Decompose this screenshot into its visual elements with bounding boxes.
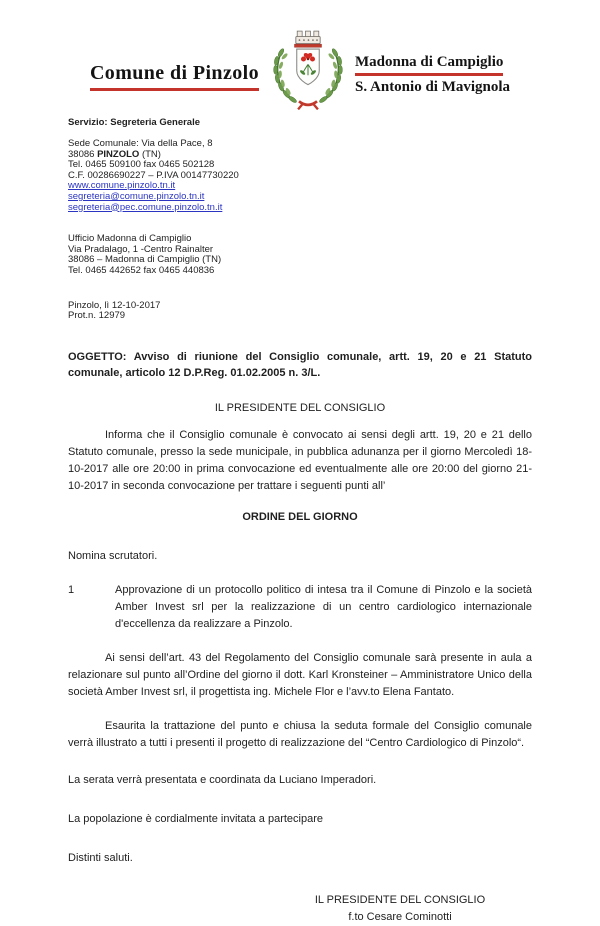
laurel-branch-left: [274, 48, 298, 104]
protocol-number: Prot.n. 12979: [68, 310, 126, 322]
closing-line: Distinti saluti.: [68, 851, 133, 864]
pec-email-link[interactable]: segreteria@pec.comune.pinzolo.tn.it: [68, 201, 223, 213]
seat-phone: Tel. 0465 509100 fax 0465 502128: [68, 159, 215, 171]
letter-content: [0, 117, 600, 926]
locality-primary: Madonna di Campiglio: [355, 54, 503, 76]
seat-zip: 38086: [68, 148, 95, 160]
service-label: Servizio: Segreteria Generale: [68, 117, 201, 128]
invitation-line: La popolazione è cordialmente invitata a partecipare: [68, 812, 323, 825]
coat-of-arms-icon: [263, 22, 353, 114]
localities-block: [355, 54, 510, 96]
agenda-item-1: [68, 582, 532, 633]
scrutineers-line: Nomina scrutatori.: [68, 549, 158, 562]
seat-fiscal-codes: C.F. 00286690227 – P.IVA 00147730220: [68, 169, 239, 181]
signature-title: IL PRESIDENTE DEL CONSIGLIO: [314, 893, 486, 906]
laurel-branch-right: [318, 48, 342, 104]
evening-host-line: La serata verrà presentata e coordinata da Luciano Imperadori.: [68, 773, 377, 786]
date-protocol-block: [68, 301, 532, 322]
shield: [297, 49, 320, 85]
document-page: [0, 22, 600, 923]
office-name: Ufficio Madonna di Campiglio: [68, 233, 192, 245]
agenda-item-text: Approvazione di un protocollo politico di intesa tra il Comune di Pinzolo e la società Amber Invest srl per la realizzazione di un centro cardiologico internazionale d'eccellenza da realizzare a Pinzolo.: [115, 583, 532, 630]
municipal-seat-block: [68, 139, 532, 213]
office-phone: Tel. 0465 442652 fax 0465 440836: [68, 264, 215, 276]
subject-line: OGGETTO: Avviso di riunione del Consiglio comunale, artt. 19, 20 e 21 Statuto comunale, articolo 12 D.P.Reg. 01.02.2005 n. 3/L.: [68, 350, 532, 379]
municipality-title-wrap: [90, 62, 259, 91]
agenda-item-number: 1: [68, 583, 75, 596]
signature-block: [284, 892, 516, 926]
speakers-paragraph: Ai sensi dell’art. 43 del Regolamento del Consiglio comunale sarà presente in aula a relazionare sul punto all’Ordine del giorno il dott. Karl Kronsteiner – Amministratore Unico della società Amber Invest srl, il progettista ing. Michele Flor e l’avv.to Elena Fantato.: [68, 651, 532, 698]
seat-province: (TN): [141, 148, 161, 160]
president-heading: IL PRESIDENTE DEL CONSIGLIO: [214, 401, 386, 414]
place-date-line: Pinzolo, lì 12-10-2017: [68, 299, 161, 311]
campiglio-office-block: [68, 234, 532, 276]
municipality-title: Comune di Pinzolo: [90, 62, 259, 91]
office-street: Via Pradalago, 1 -Centro Rainalter: [68, 243, 214, 255]
website-link[interactable]: www.comune.pinzolo.tn.it: [68, 180, 176, 192]
pec-row: [68, 203, 532, 214]
office-city: 38086 – Madonna di Campiglio (TN): [68, 254, 222, 266]
seat-address: Sede Comunale: Via della Pace, 8: [68, 138, 213, 149]
letterhead: [0, 22, 600, 114]
agenda-heading: ORDINE DEL GIORNO: [242, 510, 358, 523]
convocation-paragraph: Informa che il Consiglio comunale è convocato ai sensi degli artt. 19, 20 e 21 dello Statuto comunale, presso la sede municipale, in pubblica adunanza per il giorno Mercoledì 18-10-2017 alle ore 20:00 in prima convocazione ed eventualmente alle ore 20:00 del giorno 21-10-2017 in seconda convocazione per trattare i seguenti punti all’: [68, 428, 532, 492]
crown: [295, 31, 322, 47]
signature-name: f.to Cesare Cominotti: [348, 910, 452, 923]
presentation-paragraph: Esaurita la trattazione del punto e chiusa la seduta formale del Consiglio comunale verrà illustrato a tutti i presenti il progetto di realizzazione del “Centro Cardiologico di Pinzolo“.: [68, 719, 532, 749]
locality-secondary: S. Antonio di Mavignola: [355, 79, 511, 95]
seat-city: PINZOLO: [97, 148, 140, 160]
email-link[interactable]: segreteria@comune.pinzolo.tn.it: [68, 190, 205, 202]
ribbon: [298, 101, 318, 109]
